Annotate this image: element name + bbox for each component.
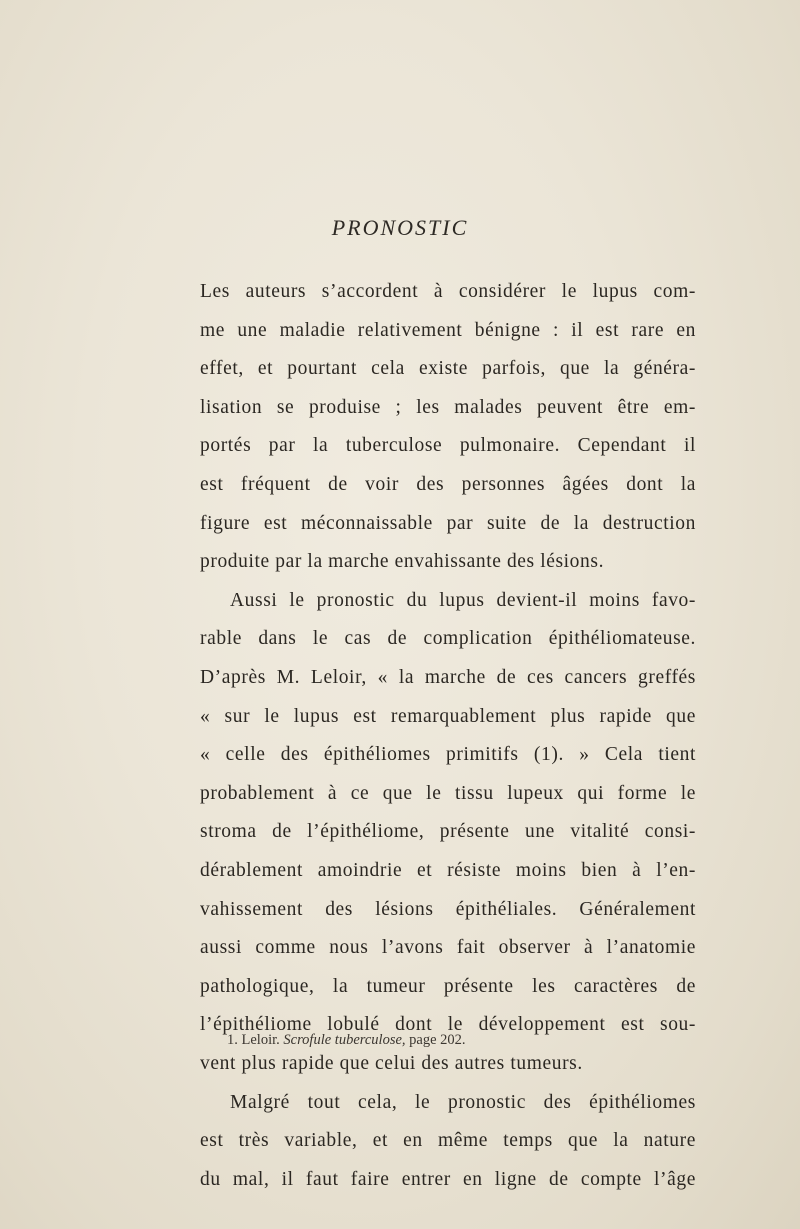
text-line: Malgré tout cela, le pronostic des épithéliomes bbox=[230, 1092, 696, 1113]
text-line: effet, et pourtant cela existe parfois, que la généra- bbox=[200, 358, 696, 379]
text-line: du mal, il faut faire entrer en ligne de compte l’âge bbox=[200, 1169, 696, 1190]
footnote-number: 1. bbox=[227, 1032, 238, 1048]
text-line: aussi comme nous l’avons fait observer à l’anatomie bbox=[200, 937, 696, 958]
footnote-work: Scrofule tuberculose, bbox=[283, 1032, 406, 1048]
text-line: Aussi le pronostic du lupus devient-il moins favo- bbox=[230, 590, 696, 611]
text-line: portés par la tuberculose pulmonaire. Cependant il bbox=[200, 435, 696, 456]
text-line: stroma de l’épithéliome, présente une vitalité consi- bbox=[200, 821, 696, 842]
text-line: produite par la marche envahissante des lésions. bbox=[200, 551, 605, 572]
text-line: pathologique, la tumeur présente les caractères de bbox=[200, 976, 696, 997]
text-line: lisation se produise ; les malades peuvent être em- bbox=[200, 397, 696, 418]
footnote-page: page 202. bbox=[409, 1032, 466, 1048]
text-line: D’après M. Leloir, « la marche de ces cancers greffés bbox=[200, 667, 696, 688]
text-line: « sur le lupus est remarquablement plus rapide que bbox=[200, 706, 696, 727]
text-line: vahissement des lésions épithéliales. Généralement bbox=[200, 899, 696, 920]
text-line: est fréquent de voir des personnes âgées dont la bbox=[200, 474, 696, 495]
page-title: PRONOSTIC bbox=[331, 215, 469, 240]
text-line: « celle des épithéliomes primitifs (1). » Cela tient bbox=[200, 744, 696, 765]
text-line: rable dans le cas de complication épithéliomateuse. bbox=[200, 628, 696, 649]
text-line: l’épithéliome lobulé dont le développement est sou- bbox=[200, 1014, 696, 1035]
text-line: vent plus rapide que celui des autres tumeurs. bbox=[200, 1053, 583, 1074]
text-line: me une maladie relativement bénigne : il est rare en bbox=[200, 320, 696, 341]
text-line: est très variable, et en même temps que la nature bbox=[200, 1130, 696, 1151]
footnote bbox=[227, 1032, 466, 1049]
text-line: figure est méconnaissable par suite de la destruction bbox=[200, 513, 696, 534]
text-line: Les auteurs s’accordent à considérer le lupus com- bbox=[200, 281, 696, 302]
text-line: dérablement amoindrie et résiste moins bien à l’en- bbox=[200, 860, 696, 881]
footnote-author: Leloir. bbox=[241, 1032, 280, 1048]
text-line: probablement à ce que le tissu lupeux qui forme le bbox=[200, 783, 696, 804]
